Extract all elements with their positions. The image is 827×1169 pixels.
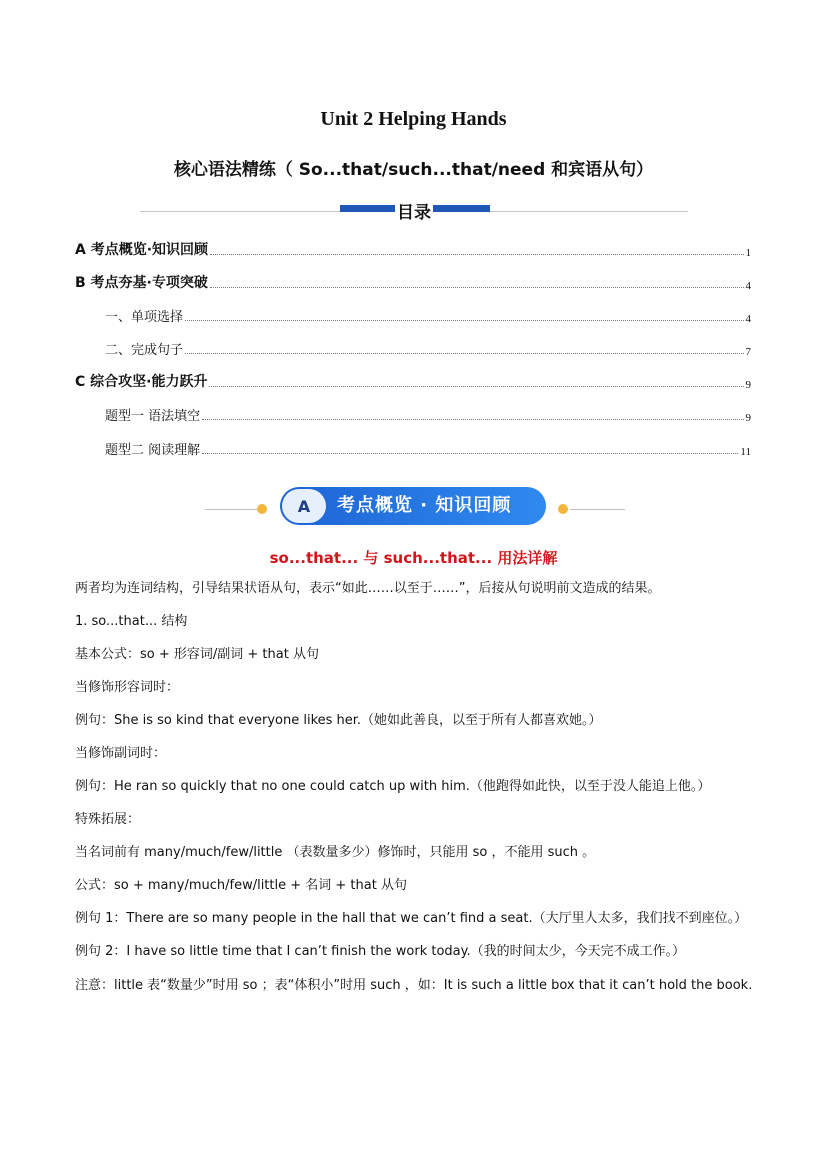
note-paragraph: 注意：little 表“数量少”时用 so ；表“体积小”时用 such ，如：It is such a little box that it can’t hold the book.	[75, 978, 753, 993]
banner-line-left	[205, 509, 257, 510]
toc-entry-label: 题型一 语法填空	[105, 409, 201, 424]
body-paragraph: 基本公式：so + 形容词/副词 + that 从句	[75, 647, 319, 662]
toc-entry-label: B 考点夯基·专项突破	[75, 275, 208, 291]
banner-letter: A	[282, 489, 326, 523]
toc-entry-label: 题型二 阅读理解	[105, 443, 201, 458]
toc-title-text: 目录	[397, 203, 431, 223]
body-paragraph: 例句：She is so kind that everyone likes her.（她如此善良，以至于所有人都喜欢她。）	[75, 713, 602, 728]
toc-entry-page: 4	[745, 280, 751, 292]
body-paragraph: 当修饰形容词时：	[75, 680, 180, 695]
toc-entry-page: 9	[745, 412, 751, 424]
toc-entry-page: 1	[745, 247, 751, 259]
body-paragraph: 当名词前有 many/much/few/little （表数量多少）修饰时，只能用 so ，不能用 such 。	[75, 845, 596, 860]
section-banner	[205, 485, 625, 531]
toc-entry-c2[interactable]	[105, 436, 751, 458]
page-title: Unit 2 Helping Hands	[320, 108, 507, 130]
toc-entry-page: 9	[745, 379, 751, 391]
banner-dot-left	[257, 504, 267, 514]
body-paragraph: 例句 2：I have so little time that I can’t finish the work today.（我的时间太少，今天完不成工作。）	[75, 944, 686, 959]
section-heading: so...that... 与 such...that... 用法详解	[269, 549, 558, 567]
banner-dot-right	[558, 504, 568, 514]
toc-leader	[210, 253, 743, 255]
body-paragraph: 1. so...that... 结构	[75, 614, 188, 629]
toc-entry-label: C 综合攻坚·能力跃升	[75, 374, 208, 390]
body-paragraph: 特殊拓展：	[75, 812, 141, 827]
toc-leader	[202, 452, 738, 454]
body-paragraph: 当修饰副词时：	[75, 746, 167, 761]
body-paragraph: 公式：so + many/much/few/little + 名词 + that 从句	[75, 878, 407, 893]
banner-title: 考点概览 · 知识回顾	[337, 495, 512, 516]
toc-entry-page: 11	[740, 446, 751, 458]
toc-entry-b2[interactable]	[105, 336, 751, 358]
toc-entry-b1[interactable]	[105, 303, 751, 325]
body-paragraph: 两者均为连词结构，引导结果状语从句，表示“如此……以至于……”，后接从句说明前文造成的结果。	[75, 581, 661, 596]
body-paragraph: 例句 1：There are so many people in the hall that we can’t find a seat.（大厅里人太多，我们找不到座位。）	[75, 911, 748, 926]
banner-line-right	[570, 509, 625, 510]
toc-leader	[202, 418, 743, 420]
toc-leader	[210, 286, 744, 288]
body-paragraph: 例句：He ran so quickly that no one could catch up with him.（他跑得如此快，以至于没人能追上他。）	[75, 779, 711, 794]
toc-leader	[185, 319, 743, 321]
toc-entry-label: 一、单项选择	[105, 310, 184, 325]
toc-header	[140, 196, 688, 226]
toc-entry-b[interactable]	[75, 270, 751, 292]
toc-entry-page: 4	[745, 313, 751, 325]
toc-leader	[209, 385, 743, 387]
page-subtitle: 核心语法精练（ So...that/such...that/need 和宾语从句）	[173, 160, 654, 180]
toc-entry-a[interactable]	[75, 237, 751, 259]
toc-entry-page: 7	[745, 346, 751, 358]
toc-entry-c1[interactable]	[105, 402, 751, 424]
toc-entry-label: A 考点概览·知识回顾	[75, 242, 209, 258]
toc-title	[140, 198, 688, 223]
toc-entry-c[interactable]	[75, 369, 751, 391]
toc-entry-label: 二、完成句子	[105, 343, 184, 358]
toc-leader	[185, 352, 743, 354]
